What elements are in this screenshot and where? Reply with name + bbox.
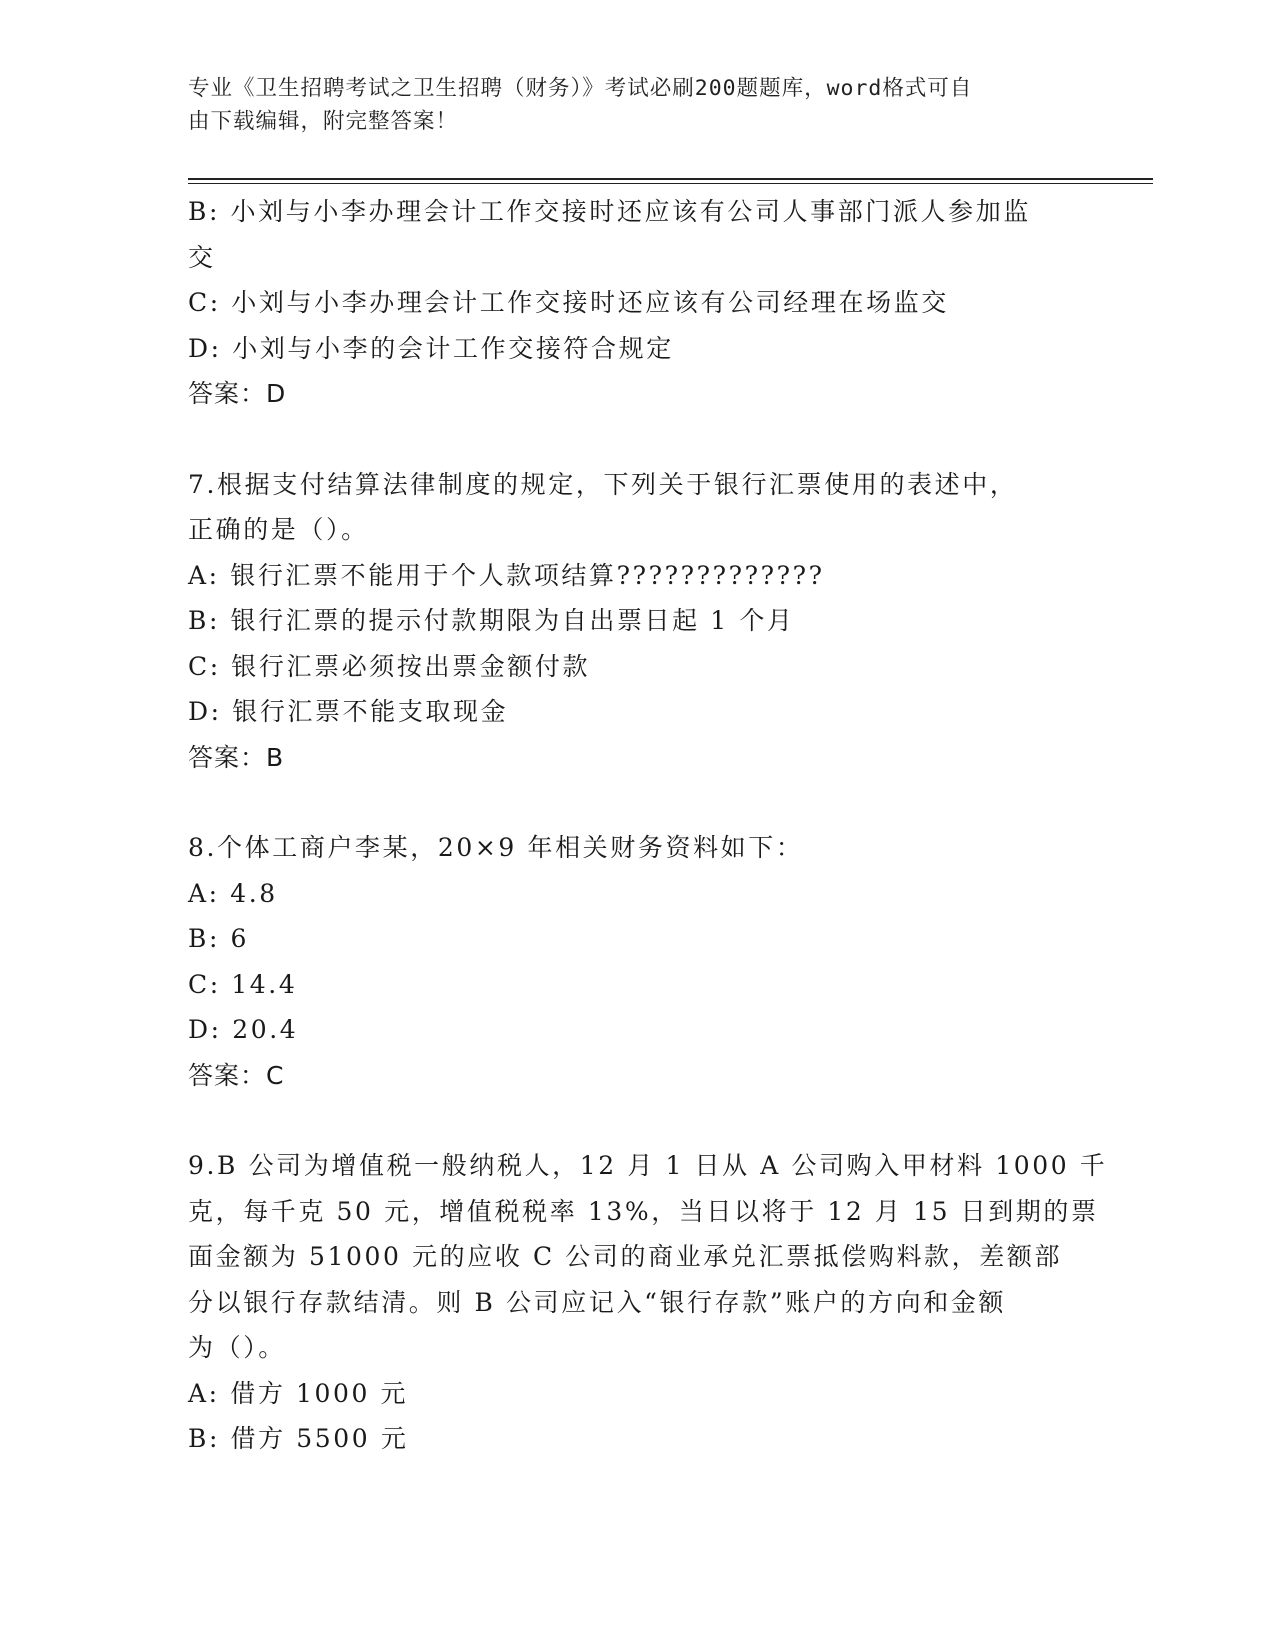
q6-option-c: C: 小刘与小李办理会计工作交接时还应该有公司经理在场监交 [188,288,949,317]
q8-option-b: B: 6 [188,924,250,953]
q6-option-d: D: 小刘与小李的会计工作交接符合规定 [188,333,674,363]
header-divider-thin [188,183,1153,184]
question-6 [188,189,1088,417]
q9-stem-line-1: 9.B 公司为增值税一般纳税人，12 月 1 日从 A 公司购入甲材料 1000 千 [188,1151,1108,1180]
spacer [188,417,1088,462]
q8-option-c: C: 14.4 [188,969,298,999]
q7-option-c: C: 银行汇票必须按出票金额付款 [188,651,591,681]
q7-option-b: B: 银行汇票的提示付款期限为自出票日起 1 个月 [188,606,795,635]
q7-stem-line-2: 正确的是（）。 [188,515,369,544]
question-list [188,189,1108,1462]
question-9 [188,1143,1108,1462]
q6-option-b-line-2: 交 [188,242,216,272]
q9-stem-line-4: 分以银行存款结清。则 B 公司应记入“银行存款”账户的方向和金额 [188,1287,1007,1317]
question-7 [188,462,1088,781]
q9-option-b: B: 借方 5500 元 [188,1424,409,1453]
q8-stem: 8.个体工商户李某，20×9 年相关财务资料如下： [188,833,804,862]
q8-option-d: D: 20.4 [188,1015,299,1044]
q7-answer: 答案：B [188,742,285,772]
q9-stem-line-5: 为（）。 [188,1333,286,1362]
q8-option-a: A: 4.8 [188,878,278,908]
document-header [188,72,1068,138]
q7-option-a: A: 银行汇票不能用于个人款项结算????????????? [188,560,825,590]
spacer [188,780,1088,825]
q9-stem-line-2: 克，每千克 50 元，增值税税率 13%，当日以将于 12 月 15 日到期的票 [188,1196,1099,1226]
q6-answer: 答案：D [188,379,287,408]
q9-option-a: A: 借方 1000 元 [188,1378,409,1408]
question-8 [188,825,1088,1098]
q6-option-b-line-1: B: 小刘与小李办理会计工作交接时还应该有公司人事部门派人参加监 [188,197,1031,226]
q8-answer: 答案：C [188,1060,285,1090]
q7-option-d: D: 银行汇票不能支取现金 [188,697,509,726]
spacer [188,1098,1088,1143]
header-line-1: 专业《卫生招聘考试之卫生招聘（财务）》考试必刷200题题库，word格式可自 [188,76,973,101]
q7-stem-line-1: 7.根据支付结算法律制度的规定，下列关于银行汇票使用的表述中， [188,469,1018,499]
q9-stem-line-3: 面金额为 51000 元的应收 C 公司的商业承兑汇票抵偿购料款，差额部 [188,1242,1063,1271]
header-divider-thick [188,178,1153,180]
header-line-2: 由下载编辑，附完整答案！ [188,109,459,134]
